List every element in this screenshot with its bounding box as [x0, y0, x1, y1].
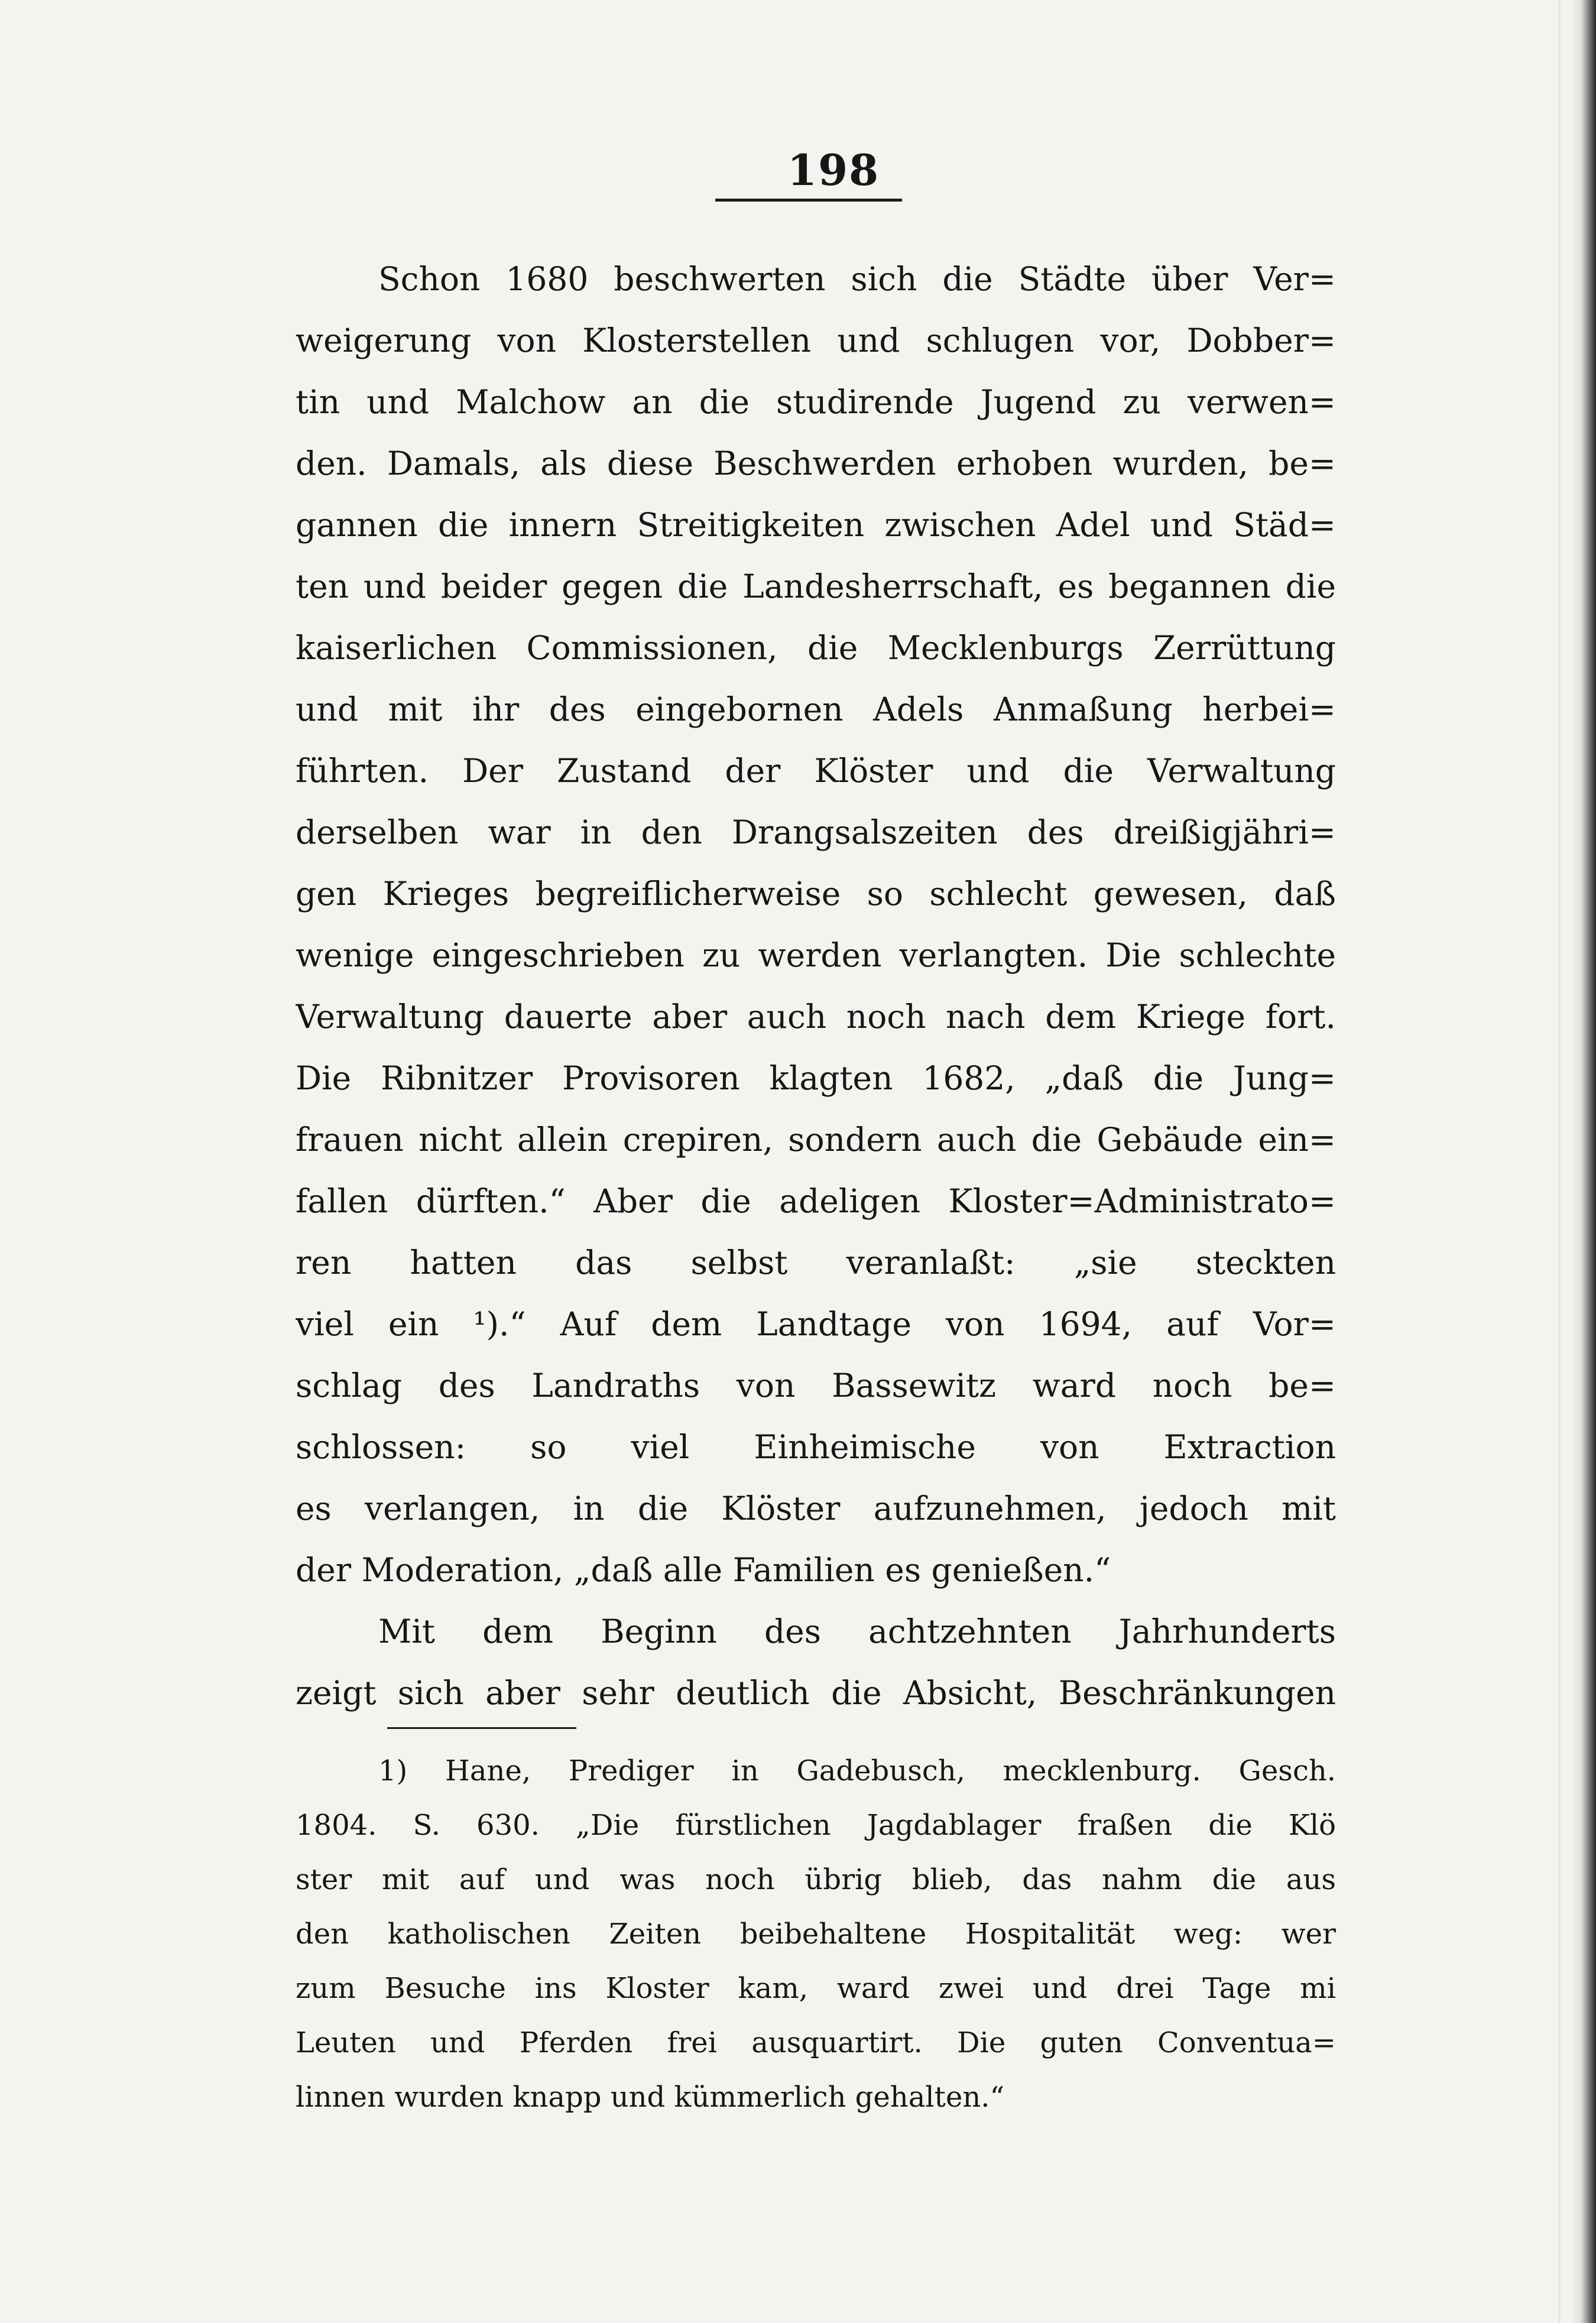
text-line: schlag des Landraths von Bassewitz ward noch be=: [296, 1367, 1336, 1404]
text-line: viel ein ¹).“ Auf dem Landtage von 1694, auf Vor=: [296, 1305, 1336, 1343]
text-line: gannen die innern Streitigkeiten zwischen Adel und Städ=: [296, 506, 1336, 544]
text-line: wenige eingeschrieben zu werden verlangten. Die schlechte: [296, 936, 1336, 974]
footnote-line: 1) Hane, Prediger in Gadebusch, mecklenburg. Gesch.: [378, 1754, 1336, 1787]
footnote-line: zum Besuche ins Kloster kam, ward zwei und drei Tage mi: [296, 1972, 1336, 2005]
text-line: gen Krieges begreiflicherweise so schlecht gewesen, daß: [296, 875, 1336, 913]
footnote-line: linnen wurden knapp und kümmerlich gehalten.“: [296, 2081, 1005, 2114]
text-line: zeigt sich aber sehr deutlich die Absicht, Beschränkungen: [296, 1674, 1336, 1712]
header-rule: [715, 199, 902, 202]
text-line: schlossen: so viel Einheimische von Extraction: [296, 1428, 1336, 1466]
footnote-line: den katholischen Zeiten beibehaltene Hospitalität weg: wer: [296, 1918, 1336, 1951]
text-line: es verlangen, in die Klöster aufzunehmen, jedoch mit: [296, 1490, 1336, 1527]
text-line: der Moderation, „daß alle Familien es genießen.“: [296, 1551, 1111, 1589]
text-line: Mit dem Beginn des achtzehnten Jahrhunderts: [378, 1613, 1336, 1650]
text-line: den. Damals, als diese Beschwerden erhoben wurden, be=: [296, 445, 1336, 482]
text-line: ten und beider gegen die Landesherrschaft, es begannen die: [296, 567, 1336, 605]
page-number: 198: [787, 145, 880, 195]
text-line: führten. Der Zustand der Klöster und die Verwaltung: [296, 752, 1336, 790]
footnote-rule: [387, 1727, 576, 1729]
footnote-line: 1804. S. 630. „Die fürstlichen Jagdablager fraßen die Klö: [296, 1809, 1336, 1842]
text-line: Verwaltung dauerte aber auch noch nach dem Kriege fort.: [296, 998, 1336, 1036]
text-line: fallen dürften.“ Aber die adeligen Kloster=Administrato=: [296, 1182, 1336, 1220]
footnote-line: ster mit auf und was noch übrig blieb, das nahm die aus: [296, 1863, 1336, 1896]
text-line: ren hatten das selbst veranlaßt: „sie steckten: [296, 1244, 1336, 1281]
page-edge-line: [1558, 0, 1561, 2323]
body-text: [296, 248, 1336, 1724]
text-line: tin und Malchow an die studirende Jugend zu verwen=: [296, 383, 1336, 421]
page-edge-shadow: [1571, 0, 1596, 2323]
text-line: frauen nicht allein crepiren, sondern auch die Gebäude ein=: [296, 1121, 1336, 1159]
text-line: derselben war in den Drangsalszeiten des dreißigjähri=: [296, 813, 1336, 851]
text-line: Die Ribnitzer Provisoren klagten 1682, „daß die Jung=: [296, 1059, 1336, 1097]
text-line: Schon 1680 beschwerten sich die Städte über Ver=: [378, 260, 1336, 298]
footnote-line: Leuten und Pferden frei ausquartirt. Die guten Conventua=: [296, 2026, 1336, 2059]
text-line: weigerung von Klosterstellen und schlugen vor, Dobber=: [296, 322, 1336, 359]
text-line: kaiserlichen Commissionen, die Mecklenburgs Zerrüttung: [296, 629, 1336, 667]
text-line: und mit ihr des eingebornen Adels Anmaßung herbei=: [296, 690, 1336, 728]
footnote: [296, 1744, 1336, 2124]
